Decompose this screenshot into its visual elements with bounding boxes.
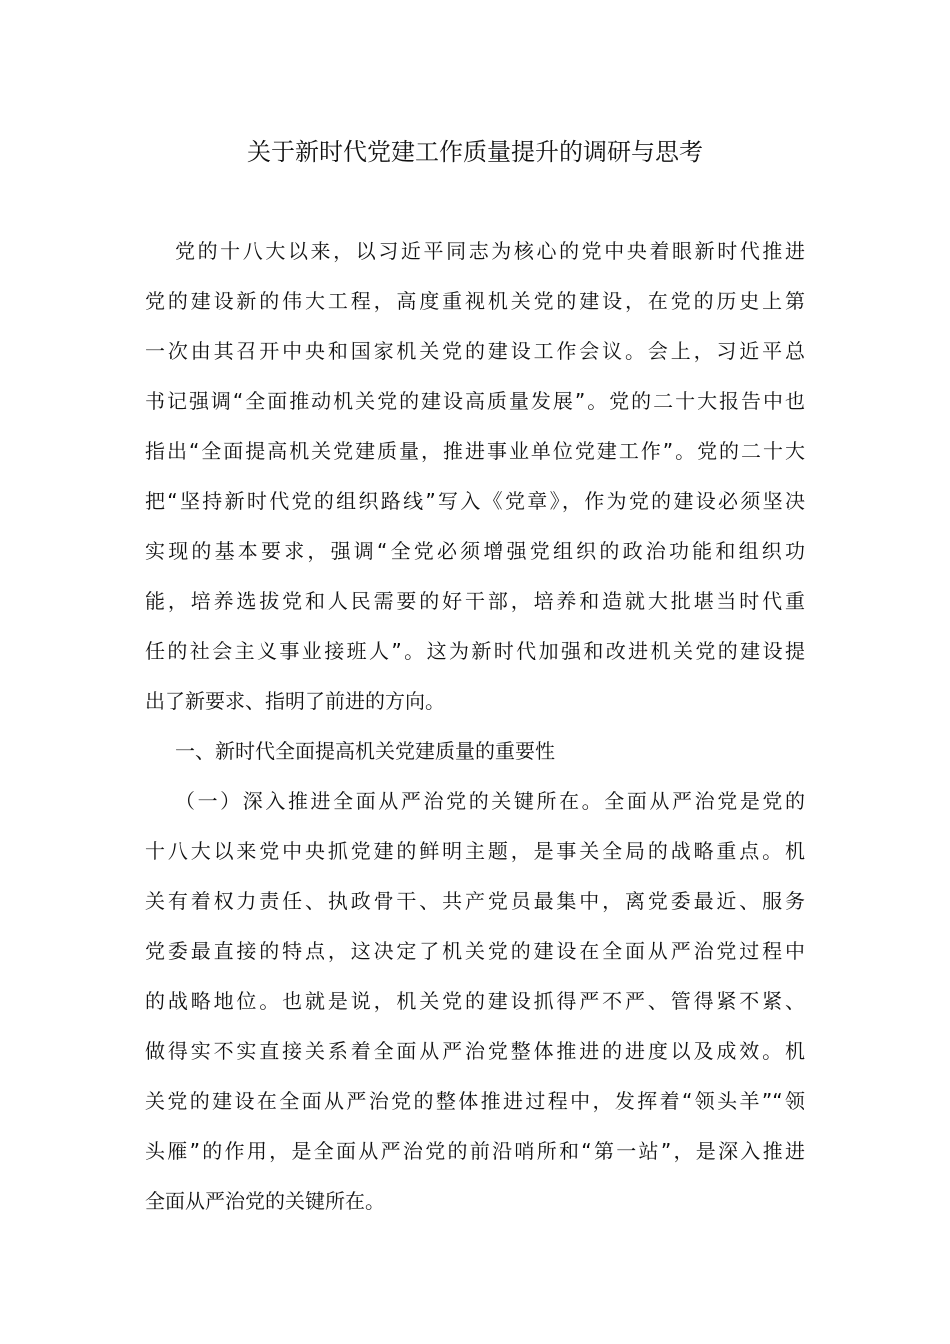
text-line: 任的社会主义事业接班人”。这为新时代加强和改进机关党的建设提 [145, 639, 805, 663]
document-body [145, 226, 805, 1226]
text-line: 关有着权力责任、执政骨干、共产党员最集中，离党委最近、服务 [145, 889, 805, 913]
document-title: 关于新时代党建工作质量提升的调研与思考 [247, 138, 703, 166]
text-line: 指出“全面提高机关党建质量，推进事业单位党建工作”。党的二十大 [145, 439, 805, 463]
text-line: 一次由其召开中央和国家机关党的建设工作会议。会上，习近平总 [145, 339, 805, 363]
text-line: 实现的基本要求，强调“全党必须增强党组织的政治功能和组织功 [145, 539, 805, 563]
text-line: 关党的建设在全面从严治党的整体推进过程中，发挥着“领头羊”“领 [145, 1089, 805, 1113]
text-line: 出了新要求、指明了前进的方向。 [145, 689, 445, 713]
text-line: 党的十八大以来，以习近平同志为核心的党中央着眼新时代推进 [175, 239, 805, 263]
text-line: 的战略地位。也就是说，机关党的建设抓得严不严、管得紧不紧、 [145, 989, 805, 1013]
intro-paragraph [145, 226, 805, 726]
text-line: 头雁”的作用，是全面从严治党的前沿哨所和“第一站”，是深入推进 [145, 1139, 805, 1163]
text-line: 做得实不实直接关系着全面从严治党整体推进的进度以及成效。机 [145, 1039, 805, 1063]
subsection-paragraph [145, 776, 805, 1226]
text-line: （一）深入推进全面从严治党的关键所在。全面从严治党是党的 [175, 789, 805, 813]
text-line: 党的建设新的伟大工程，高度重视机关党的建设，在党的历史上第 [145, 289, 805, 313]
text-line: 书记强调“全面推动机关党的建设高质量发展”。党的二十大报告中也 [145, 389, 805, 413]
section-heading [145, 726, 805, 776]
text-line: 党委最直接的特点，这决定了机关党的建设在全面从严治党过程中 [145, 939, 805, 963]
text-line: 十八大以来党中央抓党建的鲜明主题，是事关全局的战略重点。机 [145, 839, 805, 863]
section-heading-text: 一、新时代全面提高机关党建质量的重要性 [175, 739, 555, 763]
text-line: 全面从严治党的关键所在。 [145, 1189, 385, 1213]
text-line: 把“坚持新时代党的组织路线”写入《党章》，作为党的建设必须坚决 [145, 489, 805, 513]
text-line: 能，培养选拔党和人民需要的好干部，培养和造就大批堪当时代重 [145, 589, 805, 613]
